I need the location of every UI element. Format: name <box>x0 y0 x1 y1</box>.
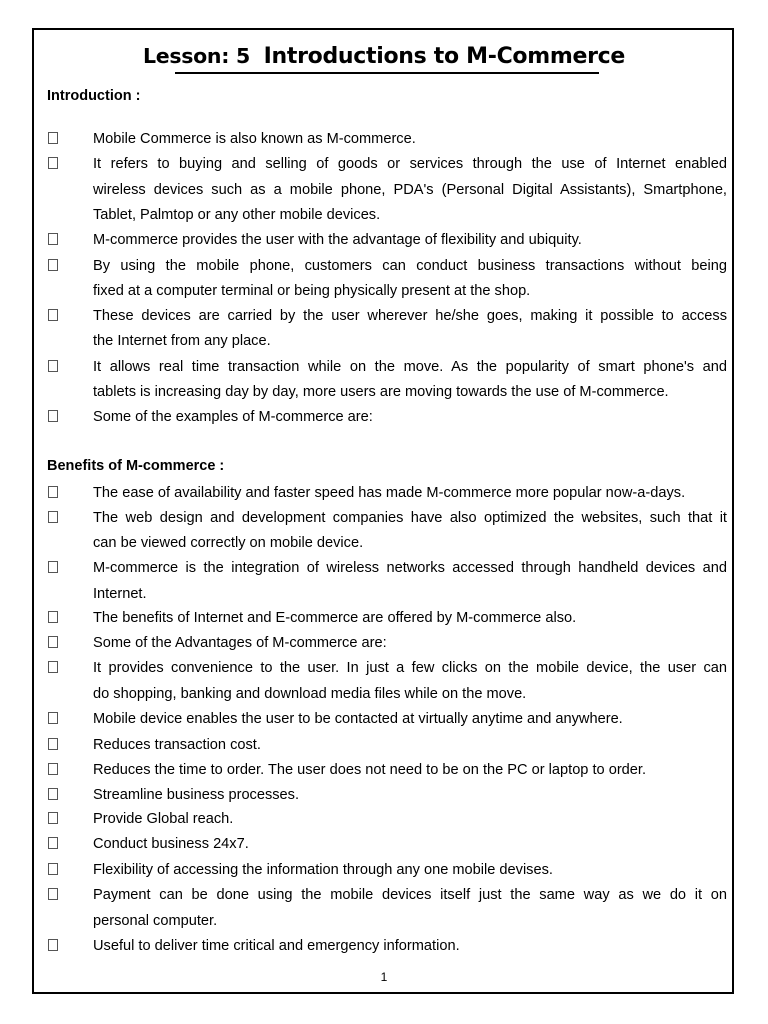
list-item-text: the Internet from any place. <box>93 333 271 349</box>
list-item-text: Payment can be done using the mobile devices itself just the same way as we do it on <box>93 887 727 903</box>
bullet-icon <box>48 157 58 169</box>
bullet-icon <box>48 511 58 523</box>
list-item-text: fixed at a computer terminal or being physically present at the shop. <box>93 283 531 299</box>
list-item-text: wireless devices such as a mobile phone, PDA's (Personal Digital Assistants), Smartphone, <box>93 182 727 198</box>
list-item-text: Provide Global reach. <box>93 811 234 827</box>
bullet-icon <box>48 863 58 875</box>
list-item-text: Reduces the time to order. The user does not need to be on the PC or laptop to order. <box>93 762 647 778</box>
list-item-text: The web design and development companies have also optimized the websites, such that it <box>93 510 727 526</box>
list-item-text: Mobile Commerce is also known as M-commerce. <box>93 131 416 147</box>
page-number: 1 <box>380 970 388 984</box>
list-item-text: Mobile device enables the user to be contacted at virtually anytime and anywhere. <box>93 711 623 727</box>
bullet-icon <box>48 939 58 951</box>
bullet-icon <box>48 888 58 900</box>
title-main: Introductions to M-Commerce <box>263 44 626 69</box>
bullet-icon <box>48 486 58 498</box>
list-item-text: By using the mobile phone, customers can conduct business transactions without being <box>93 258 727 274</box>
bullet-icon <box>48 812 58 824</box>
bullet-icon <box>48 233 58 245</box>
list-item-text: Conduct business 24x7. <box>93 836 249 852</box>
list-item-text: Flexibility of accessing the information through any one mobile devises. <box>93 862 553 878</box>
list-item-text: personal computer. <box>93 913 218 929</box>
bullet-icon <box>48 259 58 271</box>
bullet-icon <box>48 661 58 673</box>
list-item-text: The ease of availability and faster speed has made M-commerce more popular now-a-days. <box>93 485 686 501</box>
title-prefix: Lesson: 5 <box>142 44 250 68</box>
section-heading: Introduction : <box>47 88 141 104</box>
bullet-icon <box>48 788 58 800</box>
bullet-icon <box>48 410 58 422</box>
title-underline <box>175 72 599 74</box>
list-item-text: M-commerce is the integration of wireless networks accessed through handheld devices and <box>93 560 727 576</box>
bullet-icon <box>48 360 58 372</box>
list-item-text: M-commerce provides the user with the advantage of flexibility and ubiquity. <box>93 232 582 248</box>
bullet-icon <box>48 738 58 750</box>
bullet-icon <box>48 712 58 724</box>
list-item-text: Internet. <box>93 586 147 602</box>
bullet-icon <box>48 837 58 849</box>
bullet-icon <box>48 561 58 573</box>
list-item-text: Streamline business processes. <box>93 787 300 803</box>
bullet-icon <box>48 309 58 321</box>
list-item-text: It allows real time transaction while on the move. As the popularity of smart phone's and <box>93 359 727 375</box>
list-item-text: It refers to buying and selling of goods or services through the use of Internet enabled <box>93 156 727 172</box>
list-item-text: The benefits of Internet and E-commerce are offered by M-commerce also. <box>93 610 577 626</box>
list-item-text: These devices are carried by the user wherever he/she goes, making it possible to access <box>93 308 727 324</box>
list-item-text: It provides convenience to the user. In just a few clicks on the mobile device, the user can <box>93 660 727 676</box>
list-item-text: Useful to deliver time critical and emergency information. <box>93 938 460 954</box>
list-item-text: can be viewed correctly on mobile device. <box>93 535 364 551</box>
page-title <box>0 44 768 69</box>
list-item-text: Some of the examples of M-commerce are: <box>93 409 373 425</box>
list-item-text: do shopping, banking and download media files while on the move. <box>93 686 527 702</box>
list-item-text: Tablet, Palmtop or any other mobile devices. <box>93 207 381 223</box>
bullet-icon <box>48 611 58 623</box>
bullet-icon <box>48 636 58 648</box>
bullet-icon <box>48 763 58 775</box>
list-item-text: tablets is increasing day by day, more users are moving towards the use of M-commerce. <box>93 384 669 400</box>
section-heading: Benefits of M-commerce : <box>47 458 225 474</box>
bullet-icon <box>48 132 58 144</box>
list-item-text: Some of the Advantages of M-commerce are: <box>93 635 387 651</box>
list-item-text: Reduces transaction cost. <box>93 737 261 753</box>
